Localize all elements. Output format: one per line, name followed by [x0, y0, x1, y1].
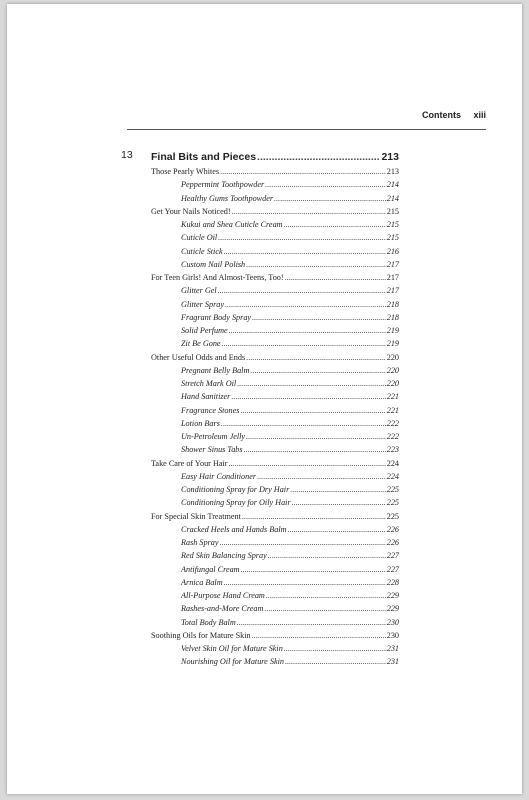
entry-page: 222 [386, 432, 399, 441]
entry-page: 231 [386, 644, 399, 653]
entry-page: 225 [386, 511, 399, 521]
toc-subentry [151, 470, 399, 483]
toc-subentry [151, 642, 399, 655]
entry-title: Custom Nail Polish [181, 259, 246, 269]
dot-leader [240, 404, 385, 417]
entry-title: Healthy Gums Toothpowder [181, 193, 274, 203]
entry-title: Antifungal Cream [181, 564, 240, 574]
toc-subentry [151, 298, 399, 311]
toc-subentry [151, 178, 399, 191]
entry-page: 216 [386, 246, 399, 256]
entry-page: 221 [386, 405, 399, 415]
running-head-page-number: xiii [473, 110, 486, 120]
toc-subentry [151, 218, 399, 231]
entry-title: Nourishing Oil for Mature Skin [181, 657, 284, 667]
chapter-title: Final Bits and Pieces [151, 151, 257, 163]
dot-leader [250, 364, 385, 377]
entry-title: Hand Sanitizer [181, 392, 231, 402]
toc-subentry [151, 443, 399, 456]
entry-page: 217 [386, 273, 399, 282]
book-page [7, 4, 522, 794]
toc-entry [151, 165, 399, 178]
dot-leader [285, 271, 386, 284]
entry-title: Other Useful Odds and Ends [151, 352, 246, 362]
toc-subentry [151, 576, 399, 589]
entry-page: 229 [386, 604, 399, 614]
dot-leader [284, 642, 386, 655]
entry-page: 220 [386, 365, 399, 375]
entry-page: 228 [386, 577, 399, 587]
entry-title: Rashes-and-More Cream [181, 604, 264, 614]
toc-subentry [151, 390, 399, 403]
dot-leader [229, 324, 386, 337]
dot-leader [225, 298, 386, 311]
toc-subentry [151, 655, 399, 668]
toc-subentry [151, 404, 399, 417]
entry-title: Get Your Nails Noticed! [151, 206, 231, 216]
toc-subentry [151, 377, 399, 390]
entry-title: Lotion Bars [181, 418, 220, 428]
dot-leader [224, 576, 386, 589]
entry-page: 221 [386, 392, 399, 402]
entry-page: 224 [386, 458, 399, 468]
entry-title: Zit Be Gone [181, 339, 221, 349]
entry-page: 218 [386, 312, 399, 322]
entry-page: 219 [386, 339, 399, 349]
dot-leader [246, 430, 386, 443]
toc-subentry [151, 430, 399, 443]
toc-subentry [151, 231, 399, 244]
dot-leader [288, 523, 386, 536]
chapter-entry [151, 149, 399, 165]
dot-leader [284, 218, 386, 231]
entry-page: 213 [386, 167, 399, 176]
entry-title: Solid Perfume [181, 326, 228, 335]
entry-page: 219 [386, 326, 399, 335]
dot-leader [290, 483, 385, 496]
toc-entry [151, 629, 399, 642]
entry-page: 215 [386, 233, 399, 243]
chapter-page: 213 [381, 151, 399, 163]
toc-subentry [151, 337, 399, 350]
entry-title: Cuticle Oil [181, 233, 218, 243]
entry-title: Take Care of Your Hair [151, 458, 228, 468]
toc-subentry [151, 549, 399, 562]
entry-title: Un-Petroleum Jelly [181, 432, 246, 441]
entry-title: Total Body Balm [181, 617, 236, 627]
chapter-number: 13 [121, 149, 133, 161]
entry-page: 230 [386, 617, 399, 627]
entry-page: 227 [386, 551, 399, 561]
entry-page: 215 [386, 206, 399, 216]
entry-page: 224 [386, 471, 399, 481]
entry-page: 225 [386, 485, 399, 494]
toc-subentry [151, 324, 399, 337]
dot-leader [274, 192, 386, 205]
toc-subentry [151, 589, 399, 602]
entry-page: 231 [386, 657, 399, 667]
dot-leader [231, 390, 385, 403]
dot-leader [244, 443, 386, 456]
toc-subentry [151, 536, 399, 549]
entry-page: 217 [386, 259, 399, 269]
dot-leader [265, 178, 386, 191]
entry-page: 227 [386, 564, 399, 574]
running-head [7, 110, 522, 126]
toc-subentry [151, 602, 399, 615]
entry-title: Arnica Balm [181, 577, 223, 587]
toc-subentry [151, 417, 399, 430]
dot-leader [292, 496, 386, 509]
dot-leader [218, 231, 386, 244]
toc-subentry [151, 284, 399, 297]
toc-entry [151, 351, 399, 364]
dot-leader [221, 417, 386, 430]
entry-page: 222 [386, 418, 399, 428]
dot-leader [268, 549, 386, 562]
entry-page: 220 [386, 379, 399, 388]
toc-subentry [151, 192, 399, 205]
toc-subentry [151, 563, 399, 576]
dot-leader [257, 149, 380, 165]
entry-page: 215 [386, 220, 399, 229]
toc-subentry [151, 311, 399, 324]
entry-title: Conditioning Spray for Oily Hair [181, 498, 291, 508]
entry-title: Easy Hair Conditioner [181, 471, 257, 481]
dot-leader [252, 629, 386, 642]
toc-entry [151, 271, 399, 284]
header-rule [127, 129, 486, 130]
toc-entry [151, 457, 399, 470]
table-of-contents [151, 149, 399, 669]
entry-title: Conditioning Spray for Dry Hair [181, 485, 290, 494]
entry-title: Stretch Mark Oil [181, 379, 237, 388]
entry-title: Glitter Gel [181, 286, 217, 296]
dot-leader [220, 165, 386, 178]
entry-title: Velvet Skin Oil for Mature Skin [181, 644, 283, 653]
dot-leader [218, 284, 386, 297]
toc-entry [151, 205, 399, 218]
entry-title: Fragrance Stones [181, 405, 240, 415]
toc-subentry [151, 616, 399, 629]
entry-title: Red Skin Balancing Spray [181, 551, 267, 561]
dot-leader [266, 589, 386, 602]
toc-subentry [151, 496, 399, 509]
entry-title: Glitter Spray [181, 299, 224, 309]
entry-page: 226 [386, 538, 399, 547]
toc-subentry [151, 483, 399, 496]
toc-subentry [151, 364, 399, 377]
toc-subentry [151, 258, 399, 271]
entry-page: 218 [386, 299, 399, 309]
entry-title: All-Purpose Hand Cream [181, 591, 265, 600]
entry-title: Those Pearly Whites [151, 167, 220, 176]
dot-leader [257, 470, 386, 483]
dot-leader [237, 377, 386, 390]
entry-page: 229 [386, 591, 399, 600]
entry-page: 217 [386, 286, 399, 296]
dot-leader [220, 536, 386, 549]
dot-leader [229, 457, 386, 470]
entry-page: 230 [386, 630, 399, 640]
entry-page: 223 [386, 445, 399, 455]
dot-leader [237, 616, 386, 629]
entry-page: 214 [386, 180, 399, 190]
dot-leader [246, 258, 386, 271]
running-head-title: Contents [422, 110, 461, 120]
entry-title: Fragrant Body Spray [181, 312, 252, 322]
entry-title: Rash Spray [181, 538, 219, 547]
toc-entry [151, 510, 399, 523]
dot-leader [242, 510, 386, 523]
entry-title: Cuticle Stick [181, 246, 223, 256]
dot-leader [224, 245, 386, 258]
dot-leader [222, 337, 386, 350]
entry-title: Pregnant Belly Balm [181, 365, 250, 375]
entry-page: 214 [386, 193, 399, 203]
entry-title: Peppermint Toothpowder [181, 180, 265, 190]
entry-page: 226 [386, 524, 399, 534]
dot-leader [252, 311, 386, 324]
entry-page: 225 [386, 498, 399, 508]
entry-title: For Special Skin Treatment [151, 511, 241, 521]
toc-subentry [151, 245, 399, 258]
dot-leader [246, 351, 386, 364]
dot-leader [232, 205, 386, 218]
entry-title: Cracked Heels and Hands Balm [181, 524, 287, 534]
dot-leader [264, 602, 385, 615]
entry-page: 220 [386, 352, 399, 362]
dot-leader [285, 655, 386, 668]
entry-title: Shower Sinus Tabs [181, 445, 243, 455]
toc-subentry [151, 523, 399, 536]
entry-title: Kukui and Shea Cuticle Cream [181, 220, 283, 229]
dot-leader [241, 563, 386, 576]
entry-title: Soothing Oils for Mature Skin [151, 630, 251, 640]
entry-title: For Teen Girls! And Almost-Teens, Too! [151, 273, 284, 282]
